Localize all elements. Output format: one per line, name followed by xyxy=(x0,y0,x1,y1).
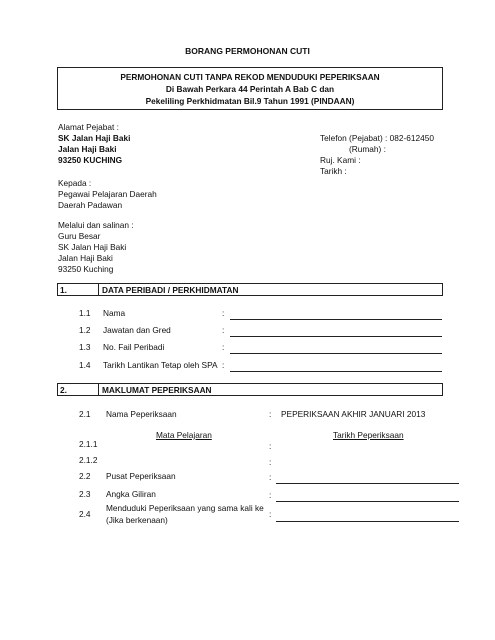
telephone-office: Telefon (Pejabat) : 082-612450 xyxy=(320,133,434,143)
row-2-1-2-number: 2.1.2 xyxy=(79,455,98,465)
attempt-count-label: Menduduki Peperiksaan yang sama kali ke xyxy=(106,503,264,513)
section-2-title: MAKLUMAT PEPERIKSAAN xyxy=(102,385,212,395)
row-1-3-number: 1.3 xyxy=(79,342,91,352)
name-label: Nama xyxy=(103,308,126,318)
exam-name-label: Nama Peperiksaan xyxy=(106,409,177,419)
address-line-1: SK Jalan Haji Baki xyxy=(58,133,131,143)
row-2-1-1-colon: : xyxy=(269,441,272,451)
via-line-2: SK Jalan Haji Baki xyxy=(58,242,127,252)
row-2-1-2-colon: : xyxy=(269,457,272,467)
address-label: Alamat Pejabat : xyxy=(58,122,119,132)
name-field[interactable] xyxy=(230,319,442,320)
row-1-2-number: 1.2 xyxy=(79,325,91,335)
appointment-date-label: Tarikh Lantikan Tetap oleh SPA xyxy=(103,360,218,370)
attempt-count-note: (Jika berkenaan) xyxy=(106,515,168,525)
exam-date-column-heading: Tarikh Peperiksaan xyxy=(333,430,404,440)
index-number-field[interactable] xyxy=(276,501,459,502)
position-field[interactable] xyxy=(230,336,442,337)
row-1-4-number: 1.4 xyxy=(79,360,91,370)
address-line-3: 93250 KUCHING xyxy=(58,155,123,165)
index-number-label: Angka Giliran xyxy=(106,489,156,499)
to-line-1: Pegawai Pelajaran Daerah xyxy=(58,189,157,199)
reference-number: Ruj. Kami : xyxy=(320,155,361,165)
letter-date: Tarikh : xyxy=(320,166,347,176)
row-1-1-number: 1.1 xyxy=(79,308,91,318)
row-2-1-1-number: 2.1.1 xyxy=(79,439,98,449)
row-2-1-number: 2.1 xyxy=(79,409,91,419)
section-1-title: DATA PERIBADI / PERKHIDMATAN xyxy=(102,285,239,295)
via-line-3: Jalan Haji Baki xyxy=(58,253,113,263)
via-label: Melalui dan salinan : xyxy=(58,220,134,230)
row-2-3-number: 2.3 xyxy=(79,489,91,499)
appointment-date-colon: : xyxy=(222,360,225,370)
file-number-colon: : xyxy=(222,342,225,352)
via-line-4: 93250 Kuching xyxy=(58,264,114,274)
file-number-field[interactable] xyxy=(230,353,442,354)
address-line-2: Jalan Haji Baki xyxy=(58,144,117,154)
via-line-1: Guru Besar xyxy=(58,231,101,241)
exam-centre-label: Pusat Peperiksaan xyxy=(106,471,176,481)
row-2-2-number: 2.2 xyxy=(79,471,91,481)
attempt-count-colon: : xyxy=(269,509,272,519)
section-1-number: 1. xyxy=(60,285,67,295)
header-line-3: Pekeliling Perkhidmatan Bil.9 Tahun 1991 (PINDAAN) xyxy=(145,96,355,106)
name-colon: : xyxy=(222,308,225,318)
header-line-1: PERMOHONAN CUTI TANPA REKOD MENDUDUKI PEPERIKSAAN xyxy=(120,72,380,82)
exam-name-colon: : xyxy=(269,409,272,419)
appointment-date-field[interactable] xyxy=(230,371,442,372)
exam-name-value: PEPERIKSAAN AKHIR JANUARI 2013 xyxy=(281,409,426,419)
section-2-number: 2. xyxy=(60,385,67,395)
subject-column-heading: Mata Pelajaran xyxy=(156,430,212,440)
to-line-2: Daerah Padawan xyxy=(58,200,123,210)
exam-centre-colon: : xyxy=(269,472,272,482)
section-2-divider xyxy=(98,383,99,396)
position-label: Jawatan dan Gred xyxy=(103,325,171,335)
telephone-home: (Rumah) : xyxy=(349,144,386,154)
form-title: BORANG PERMOHONAN CUTI xyxy=(185,46,310,56)
index-number-colon: : xyxy=(269,490,272,500)
file-number-label: No. Fail Peribadi xyxy=(103,342,165,352)
exam-centre-field[interactable] xyxy=(276,483,459,484)
to-label: Kepada : xyxy=(58,178,92,188)
position-colon: : xyxy=(222,325,225,335)
row-2-4-number: 2.4 xyxy=(79,509,91,519)
section-1-divider xyxy=(98,283,99,296)
attempt-count-field[interactable] xyxy=(276,521,459,522)
header-line-2: Di Bawah Perkara 44 Perintah A Bab C dan xyxy=(165,84,335,94)
